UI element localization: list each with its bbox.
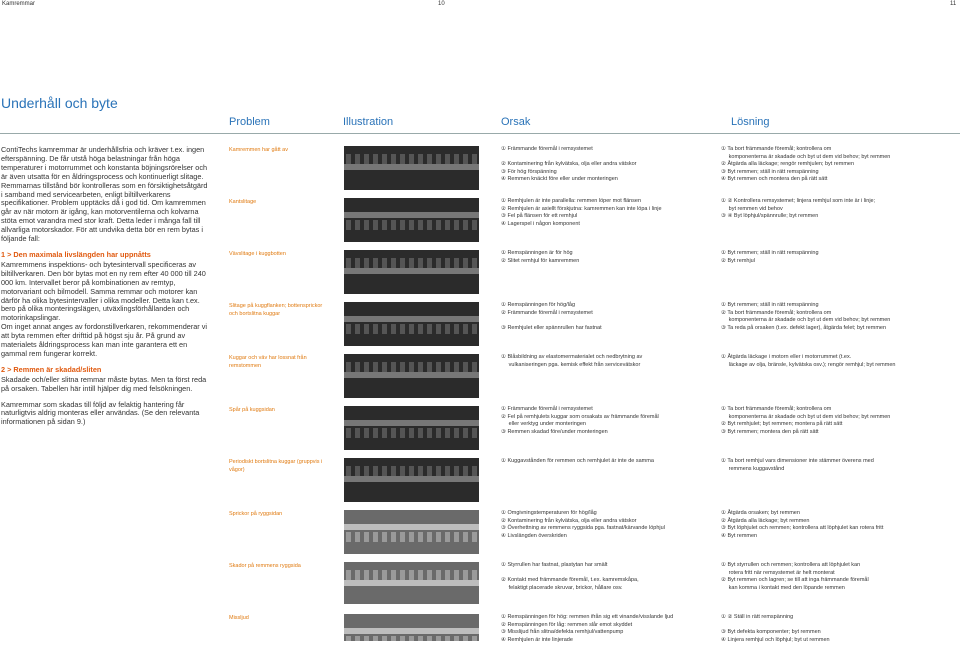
table-row <box>229 562 960 610</box>
intro-heading-1: 1 > Den maximala livslängden har uppnåtts <box>1 249 151 259</box>
page-header <box>0 0 960 9</box>
solution-item: remmens kuggavstånd <box>721 465 785 472</box>
cause-item: ② Remhjulen är axiellt förskjutna: kamremmen kan inte löpa i linje <box>501 205 662 212</box>
cause-item: felaktigt placerade skruvar, brickor, hållare osv. <box>501 584 623 591</box>
cause-item: ① Remspänningen för hög/låg <box>501 302 576 308</box>
table-row <box>229 198 960 248</box>
cause-item: vulkaniseringen pga. kemisk effekt från servicevätskor <box>501 361 641 368</box>
column-header-illustration: Illustration <box>343 116 394 128</box>
cause-item <box>501 317 726 325</box>
solution-item: ④ Linjera remhjul och löphjul; byt ut remmen <box>721 636 830 643</box>
solution-list <box>721 510 960 540</box>
solution-item: ③ Byt löphjulet och remmen; kontrollera att löphjulet kan rotera fritt <box>721 525 884 531</box>
intro-paragraph: Skadade och/eller slitna remmar måste bytas. Men ta först reda på orsaken. Tabellen här intill hjälper dig med felsökningen. <box>1 374 207 393</box>
solution-list <box>721 354 960 369</box>
intro-text <box>1 146 211 434</box>
brand-label: Kamremmar <box>2 1 36 7</box>
cause-list <box>501 354 726 369</box>
cause-item: ④ Remhjulen är inte linjerade <box>501 636 573 643</box>
problem-label: Missljud <box>229 615 249 621</box>
cause-item: ② Kontakt med främmande föremål, t.ex. kamremskåpa, <box>501 577 639 583</box>
page-number-left: 10 <box>438 1 445 7</box>
cause-item: ① Styrrullen har fastnat, plastytan har smält <box>501 562 608 568</box>
solution-item: ① Byt remmen; ställ in rätt remspänning <box>721 250 819 256</box>
solution-list <box>721 302 960 332</box>
solution-item: ③ Byt remmen; ställ in rätt remspänning <box>721 168 819 175</box>
cause-item: ① Remspänningen för hög: remmen ifrån sig ett vinande/visslande ljud <box>501 614 674 620</box>
solution-item: komponenterna är skadade och byt ut dem vid behov; byt remmen <box>721 413 891 420</box>
cause-list <box>501 510 726 540</box>
solution-item: byt remmen vid behov <box>721 205 783 212</box>
cause-list <box>501 250 726 265</box>
solution-item: ① Byt styrrullen och remmen; kontrollera att löphjulet kan <box>721 562 861 568</box>
solution-item: ① ② Ställ in rätt remspänning <box>721 614 794 620</box>
intro-paragraph: Kamremmens inspektions- och bytesintervall specificeras av biltillverkaren. Den bör bytas mot en ny rem efter 40 000 till 240 000 km. Intervallet beror på kombinationen av remtyp, motorvariant och bilmodell. Samma remmar och motorer kan därför ha olika bytesintervaller i olika modeller. Detta kan t.ex. bero på olika monteringslägen, utväxlingsförhållanden och motorinkapslingar. <box>1 259 206 323</box>
solution-item: ① Ta bort remhjul vars dimensioner inte stämmer överens med <box>721 458 874 464</box>
solution-list <box>721 198 960 221</box>
solution-item: ① Åtgärda orsaken; byt remmen <box>721 510 800 516</box>
solution-item: kan komma i kontakt med den löpande remmen <box>721 584 845 591</box>
solution-item: komponenterna är skadade och byt ut dem vid behov; byt remmen <box>721 317 891 323</box>
cause-item: ② Fel på remhjulets kuggar som orsakats av främmande föremål <box>501 413 659 420</box>
solution-list <box>721 562 960 592</box>
cause-item: ③ Remhjulet eller spännrullen har fastnat <box>501 324 602 331</box>
table-row <box>229 146 960 196</box>
cause-item <box>501 570 726 578</box>
problem-label: Kamremmen har gått av <box>229 147 288 153</box>
solution-item: ② Ta bort främmande föremål; kontrollera om <box>721 309 832 316</box>
problem-label: Vävslitage i kuggbotten <box>229 251 286 257</box>
table-row <box>229 458 960 508</box>
column-header-orsak: Orsak <box>501 116 531 128</box>
cause-item: ① Främmande föremål i remsystemet <box>501 406 593 412</box>
solution-item: ① ② Kontrollera remsystemet; linjera remhjul som inte är i linje; <box>721 198 876 204</box>
page-title: Underhåll och byte <box>1 95 118 111</box>
intro-heading-2: 2 > Remmen är skadad/sliten <box>1 364 102 374</box>
column-header-losning: Lösning <box>731 116 770 128</box>
solution-item: ② Åtgärda alla läckage; byt remmen <box>721 517 810 524</box>
cause-item: ③ Överhettning av remmens ryggsida pga. fastnat/kärvande löphjul <box>501 525 665 531</box>
solution-item: rotera fritt när remsystemet är helt monterat <box>721 569 835 576</box>
problem-label: Kantslitage <box>229 199 257 205</box>
solution-item: ③ Byt remmen; montera den på rätt sätt <box>721 428 819 435</box>
solution-item: ② Åtgärda alla läckage; rengör remhjulen; byt remmen <box>721 161 855 167</box>
solution-list <box>721 146 960 184</box>
column-header-problem: Problem <box>229 116 270 128</box>
cause-item: ④ Lagerspel i någon komponent <box>501 220 580 227</box>
problem-label: Kuggar och väv har lossnat från remstommen <box>229 355 307 369</box>
cause-item: ③ Fel på flänsen för ett remhjul <box>501 213 578 219</box>
cause-list <box>501 146 726 184</box>
solution-item: ④ Byt remmen och montera den på rätt sätt <box>721 176 828 182</box>
belt-illustration-image <box>344 614 479 641</box>
problem-label: Skador på remmens ryggsida <box>229 563 301 569</box>
cause-list <box>501 562 726 592</box>
solution-item <box>721 622 960 630</box>
solution-list <box>721 406 960 436</box>
solution-list <box>721 614 960 644</box>
cause-item: ① Remspänningen är för hög <box>501 250 573 256</box>
cause-item: ③ Misslijud från slitna/defekta remhjul/vattenpump <box>501 629 624 635</box>
table-row <box>229 354 960 404</box>
cause-list <box>501 198 726 228</box>
cause-item: ① Kuggavstånden för remmen och remhjulet är inte de samma <box>501 458 654 464</box>
cause-item: ① Blåsbildning av elastomermaterialet och nedbrytning av <box>501 354 643 360</box>
intro-paragraph: Kamremmar som skadas till följd av felaktig hantering får naturligtvis aldrig monteras eller användas. (Se den relevanta informationen på sidan 9.) <box>1 399 200 427</box>
belt-illustration-image <box>344 250 479 294</box>
solution-list <box>721 458 960 473</box>
solution-item: ③ Byt defekta komponenter; byt remmen <box>721 629 821 635</box>
solution-item: ② Byt remhjulet; byt remmen; montera på rätt sätt <box>721 421 843 427</box>
belt-illustration-image <box>344 562 479 604</box>
belt-illustration-image <box>344 302 479 346</box>
belt-illustration-image <box>344 458 479 502</box>
solution-item: ① Ta bort främmande föremål; kontrollera om <box>721 406 832 412</box>
solution-item: ③ Ta reda på orsaken (t.ex. defekt lager), åtgärda felet; byt remmen <box>721 324 887 331</box>
table-row <box>229 250 960 300</box>
cause-item <box>501 154 726 162</box>
cause-item: ① Främmande föremål i remsystemet <box>501 146 593 152</box>
belt-illustration-image <box>344 146 479 190</box>
cause-item: ③ För hög förspänning <box>501 168 557 175</box>
cause-item: ① Omgivningstemperaturen för hög/låg <box>501 510 597 516</box>
cause-item: ④ Remmen knäckt före eller under monteringen <box>501 176 618 182</box>
cause-item: ② Kontaminering från kylvätska, olja eller andra vätskor <box>501 517 637 524</box>
header-divider <box>0 133 960 134</box>
cause-item: ② Remspänningen för låg: remmen slår emot skyddet <box>501 621 633 628</box>
problem-label: Spår på kuggsidan <box>229 407 275 413</box>
solution-item: läckage av olja, bränsle, kylvätska osv.); rengör remhjul; byt remmen <box>721 361 896 368</box>
solution-item: ④ Byt remmen <box>721 532 758 539</box>
page-number-right: 11 <box>950 1 957 7</box>
solution-list <box>721 250 960 265</box>
cause-list <box>501 406 726 436</box>
cause-item: ③ Remmen skadad före/under monteringen <box>501 428 608 435</box>
belt-illustration-image <box>344 354 479 398</box>
solution-item: ① Ta bort främmande föremål; kontrollera om <box>721 146 832 152</box>
cause-item: ② Främmande föremål i remsystemet <box>501 309 593 316</box>
problem-label: Slitage på kuggflanken; bottensprickor och bortslitna kuggar <box>229 303 323 317</box>
belt-illustration-image <box>344 510 479 554</box>
table-row <box>229 302 960 352</box>
problem-label: Periodiskt bortslitna kuggar (gruppvis i vågor) <box>229 459 323 473</box>
cause-item: ② Kontaminering från kylvätska, olja eller andra vätskor <box>501 161 637 167</box>
solution-item: komponenterna är skadade och byt ut dem vid behov; byt remmen <box>721 153 891 160</box>
intro-paragraph: ContiTechs kamremmar är underhållsfria och kräver t.ex. ingen efterspänning. De får utstå höga belastningar från höga temperaturer i motorrummet och konstanta böjningsrörelser och är även utsatta för en åldringsprocess och kontinuerligt slitage. Remmarnas tillstånd bör kontrolleras som en försiktighetsåtgärd i samband med servicearbeten, enligt biltillverkarens specifikationer. Problem upptäcks då i god tid. Om kamremmen går av när motorn är igång, kan motorventilerna och kolvarna stöta emot varandra med stor kraft. Detta leder i många fall till allvarliga motorskador. För att undvika detta bör en rem bytas i följande fall: <box>1 145 208 244</box>
solution-item: ③ ④ Byt löphjul/spännrulle; byt remmen <box>721 213 819 219</box>
solution-item: ① Åtgärda läckage i motorn eller i motorrummet (t.ex. <box>721 354 852 360</box>
table-row <box>229 614 960 647</box>
solution-item: ② Byt remmen och lagren; se till att inga främmande föremål <box>721 577 869 583</box>
problem-label: Sprickor på ryggsidan <box>229 511 283 517</box>
table-row <box>229 406 960 456</box>
cause-list <box>501 302 726 332</box>
cause-list <box>501 614 726 644</box>
intro-paragraph: Om inget annat anges av fordonstillverkaren, rekommenderar vi att byta remmen efter drifttid på högst sju år. På grund av materialets åldringsprocess kan man inte garantera ett en gammal rem fungerar korrekt. <box>1 322 208 358</box>
cause-item: ② Slitet remhjul för kamremmen <box>501 257 580 264</box>
belt-illustration-image <box>344 406 479 450</box>
solution-item: ① Byt remmen; ställ in rätt remspänning <box>721 302 819 308</box>
cause-item: ④ Livslängden överskriden <box>501 532 567 539</box>
cause-item: eller verktyg under monteringen <box>501 421 586 427</box>
table-row <box>229 510 960 560</box>
cause-item: ① Remhjulen är inte parallella: remmen löper mot flänsen <box>501 198 642 204</box>
cause-list <box>501 458 726 466</box>
solution-item: ② Byt remhjul <box>721 257 755 264</box>
belt-illustration-image <box>344 198 479 242</box>
